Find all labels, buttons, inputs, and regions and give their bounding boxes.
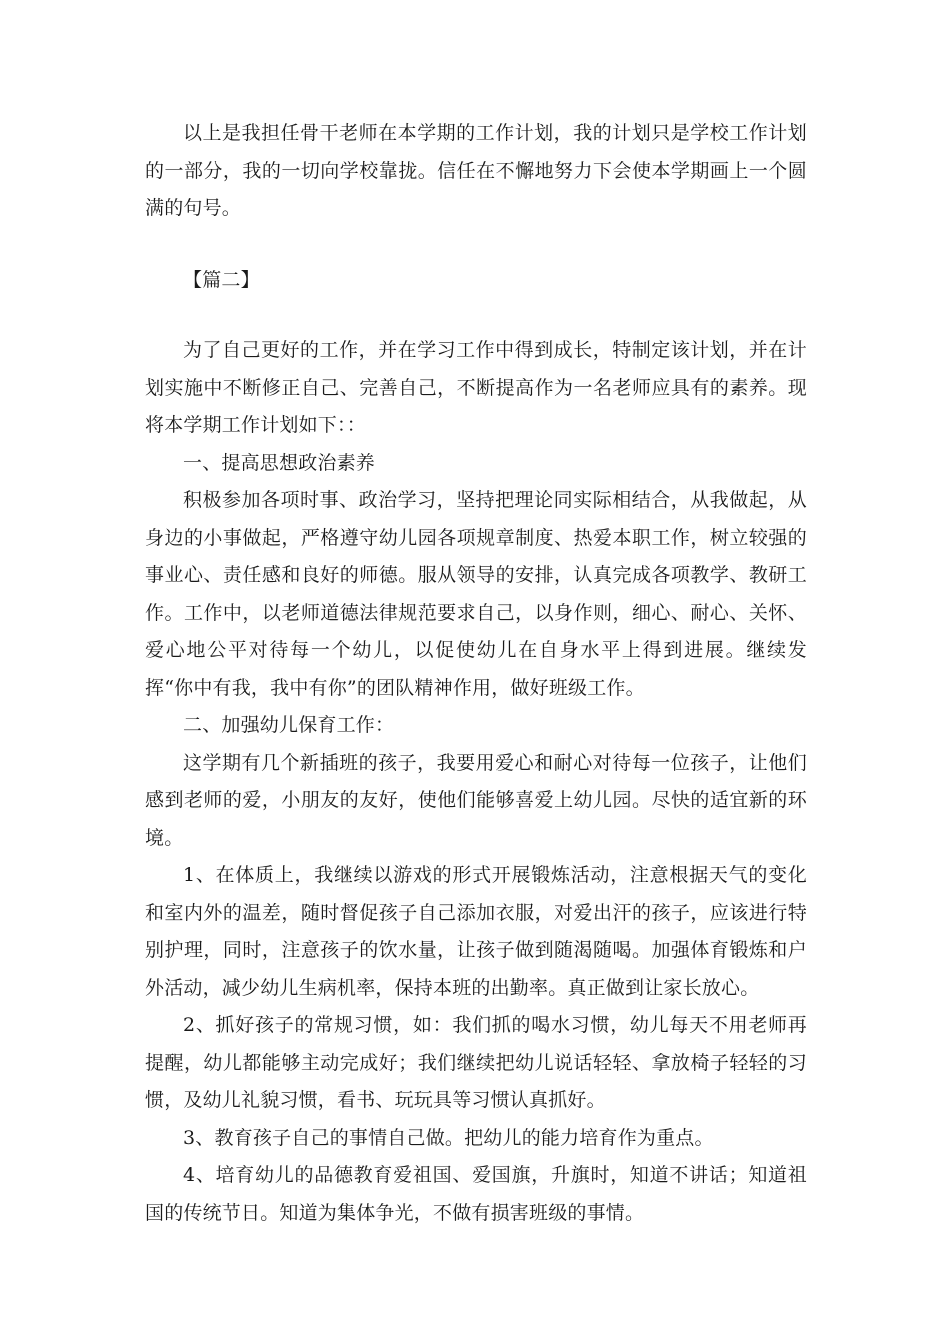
paragraph-item-1: 1、在体质上，我继续以游戏的形式开展锻炼活动，注意根据天气的变化和室内外的温差，随时督促孩子自己添加衣服，对爱出汗的孩子，应该进行特别护理，同时，注意孩子的饮水量，让孩子做到随渴随喝。加强体育锻炼和户外活动，减少幼儿生病机率，保持本班的出勤率。真正做到让家长放心。 [145, 864, 807, 999]
heading-political-quality: 一、提高思想政治素养 [183, 451, 376, 474]
section-title: 【篇二】 [183, 269, 260, 291]
heading-childcare-work: 二、加强幼儿保育工作： [183, 714, 395, 736]
body-section [145, 332, 807, 1232]
paragraph-intro: 为了自己更好的工作，并在学习工作中得到成长，特制定该计划，并在计划实施中不断修正自己、完善自己，不断提高作为一名老师应具有的素养。现将本学期工作计划如下：： [145, 339, 807, 436]
paragraph-item-4: 4、培育幼儿的品德教育爱祖国、爱国旗，升旗时，知道不讲话；知道祖国的传统节日。知道为集体争光，不做有损害班级的事情。 [145, 1164, 807, 1224]
paragraph-new-children: 这学期有几个新插班的孩子，我要用爱心和耐心对待每一位孩子，让他们感到老师的爱，小朋友的友好，使他们能够喜爱上幼儿园。尽快的适宜新的环境。 [145, 751, 807, 849]
intro-section [145, 115, 807, 228]
paragraph-item-2: 2、抓好孩子的常规习惯，如：我们抓的喝水习惯，幼儿每天不用老师再提醒，幼儿都能够主动完成好；我们继续把幼儿说话轻轻、拿放椅子轻轻的习惯，及幼儿礼貌习惯，看书、玩玩具等习惯认真抓好。 [145, 1014, 807, 1111]
paragraph-political-quality: 积极参加各项时事、政治学习，坚持把理论同实际相结合，从我做起，从身边的小事做起，严格遵守幼儿园各项规章制度、热爱本职工作，树立较强的事业心、责任感和良好的师德。服从领导的安排，认真完成各项教学、教研工作。工作中，以老师道德法律规范要求自己，以身作则，细心、耐心、关怀、爱心地公平对待每一个幼儿，以促使幼儿在自身水平上得到进展。继续发挥“你中有我，我中有你”的团队精神作用，做好班级工作。 [145, 489, 807, 699]
closing-paragraph: 以上是我担任骨干老师在本学期的工作计划，我的计划只是学校工作计划的一部分，我的一切向学校靠拢。信任在不懈地努力下会使本学期画上一个圆满的句号。 [145, 122, 807, 219]
paragraph-item-3: 3、教育孩子自己的事情自己做。把幼儿的能力培育作为重点。 [183, 1126, 714, 1149]
